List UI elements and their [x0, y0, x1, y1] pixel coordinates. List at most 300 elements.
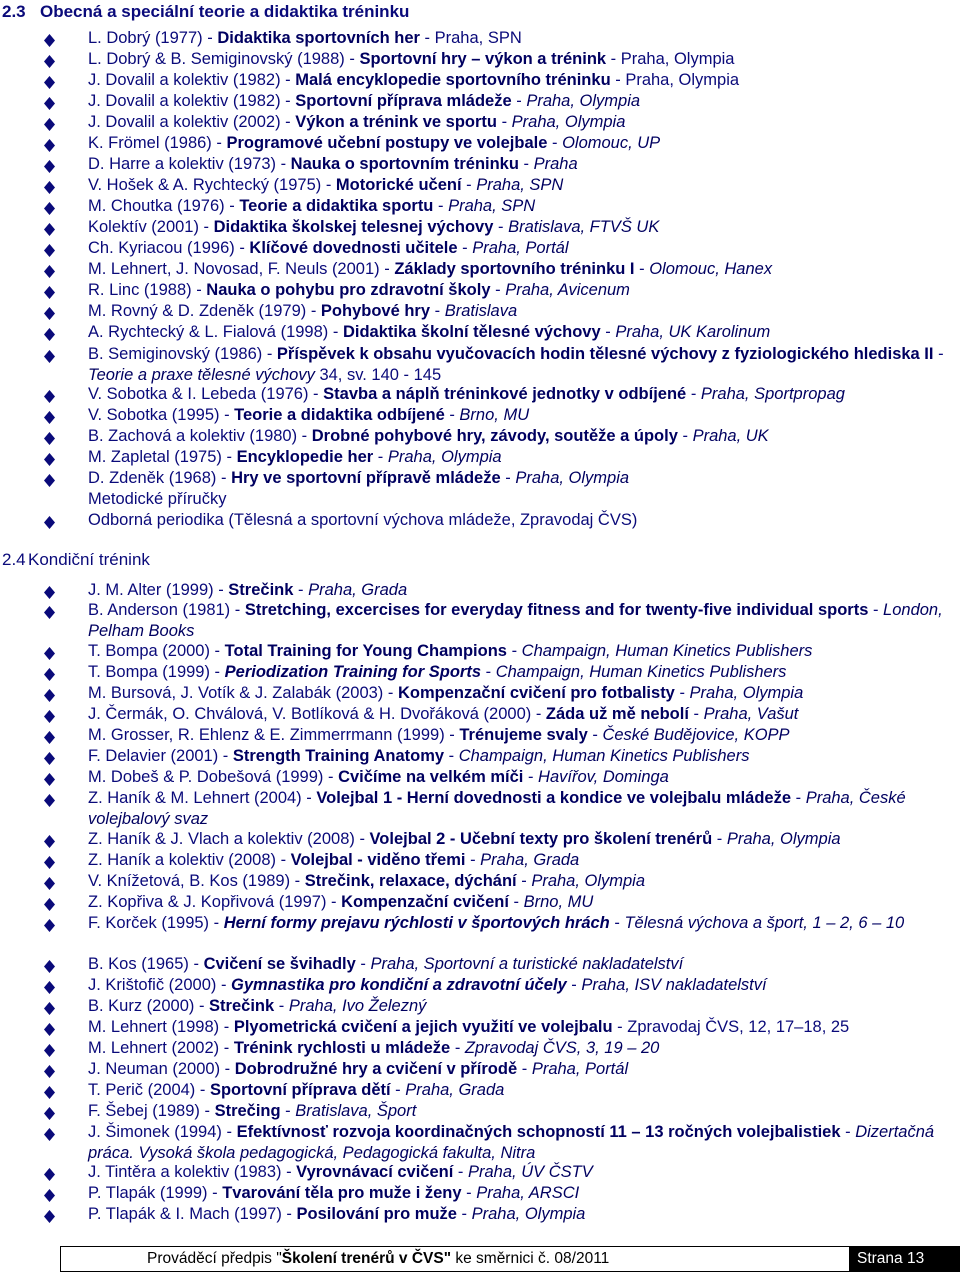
reference-segment: -: [373, 448, 388, 466]
reference-title: Hry ve sportovní přípravě mládeže: [231, 469, 501, 487]
diamond-bullet-icon: [44, 750, 55, 763]
reference-segment: Z. Kopřiva & J. Kopřivová (1997) -: [88, 893, 342, 911]
reference-publisher: Praha, SPN: [476, 176, 564, 194]
reference-publisher: Praha, Avicenum: [505, 281, 630, 299]
section-number: 2.4: [2, 550, 26, 569]
reference-publisher: Praha, ARSCI: [476, 1184, 580, 1202]
diamond-bullet-icon: [44, 687, 55, 700]
reference-segment: M. Bursová, J. Votík & J. Zalabák (2003) -: [88, 684, 398, 702]
reference-text: [88, 892, 958, 913]
reference-title: Vyrovnávací cvičení: [296, 1163, 454, 1181]
reference-segment: Ch. Kyriacou (1996) -: [88, 239, 250, 257]
reference-text: [88, 580, 958, 601]
reference-title: Pohybové hry: [320, 302, 431, 320]
reference-segment: -: [433, 197, 449, 215]
reference-segment: -: [444, 406, 460, 424]
reference-publisher: London, Pelham Books: [88, 601, 943, 640]
reference-segment: -: [518, 155, 534, 173]
reference-title: Nauka o pohybu pro zdravotní školy: [206, 281, 491, 299]
reference-segment: -: [465, 851, 481, 869]
diamond-bullet-icon: [44, 242, 55, 255]
footer-text-bold: Školení trenérů v ČVS": [281, 1250, 452, 1267]
reference-segment: -: [293, 581, 309, 599]
reference-segment: J. Neuman (2000) -: [88, 1060, 235, 1078]
reference-segment: M. Choutka (1976) -: [88, 197, 240, 215]
reference-title: Volejbal 1 - Herní dovednosti a kondice ve volejbalu mládeže: [316, 789, 792, 807]
reference-publisher: Praha, ISV nakladatelství: [581, 976, 767, 994]
reference-title: Drobné pohybové hry, závody, soutěže a úpoly: [311, 427, 678, 445]
reference-segment: 34, sv. 140 - 145: [314, 365, 442, 384]
reference-publisher: Praha, Portál: [472, 239, 569, 257]
reference-segment: T. Bompa (1999) -: [88, 663, 225, 681]
reference-text: [88, 850, 958, 871]
diamond-bullet-icon: [44, 1042, 55, 1055]
diamond-bullet-icon: [44, 53, 55, 66]
reference-segment: -: [453, 1163, 468, 1181]
reference-title: Záda už mě nebolí: [545, 705, 689, 723]
reference-publisher: Dizertačná práca. Vysoká škola pedagogická, Pedagogická fakulta, Nitra: [88, 1123, 935, 1162]
diamond-bullet-icon: [44, 604, 55, 617]
reference-publisher: Praha, Grada: [480, 851, 580, 869]
reference-title: Didaktika školskej telesnej výchovy: [213, 218, 494, 236]
reference-segment: -: [791, 789, 806, 807]
reference-publisher: Praha, Vašut: [703, 705, 799, 723]
reference-title: Volejbal - viděno třemi: [290, 851, 466, 869]
reference-publisher: Teorie a praxe tělesné výchovy: [88, 365, 315, 384]
reference-publisher: Praha, UK: [692, 427, 769, 445]
reference-title: Efektívnosť rozvoja koordinačných schopností 11 – 13 ročných volejbalistiek: [236, 1123, 841, 1141]
reference-segment: F. Korček (1995) -: [88, 914, 224, 932]
page-footer: [60, 1246, 960, 1272]
diamond-bullet-icon: [44, 666, 55, 679]
reference-segment: -: [523, 768, 539, 786]
reference-publisher: Zpravodaj ČVS, 3, 19 – 20: [464, 1039, 660, 1057]
reference-publisher: Bratislava, FTVŠ UK: [508, 218, 660, 236]
reference-publisher: Tělesná výchova a šport, 1 – 2, 6 – 10: [624, 914, 905, 932]
reference-segment: P. Tlapák (1999) -: [88, 1184, 223, 1202]
reference-title: Sportovní příprava mládeže: [295, 92, 512, 110]
diamond-bullet-icon: [44, 1105, 55, 1118]
reference-title: Kompenzační cvičení pro fotbalisty: [397, 684, 675, 702]
reference-segment: F. Šebej (1989) -: [88, 1102, 215, 1120]
reference-segment: -: [600, 323, 616, 341]
reference-title: Motorické učení: [335, 176, 462, 194]
section-heading-2-3: [2, 2, 409, 22]
reference-segment: -: [511, 92, 527, 110]
reference-segment: L. Dobrý (1977) -: [88, 29, 218, 47]
reference-segment: R. Linc (1988) -: [88, 281, 207, 299]
reference-text: [88, 1038, 958, 1059]
reference-publisher: Praha, Olympia: [526, 92, 641, 110]
reference-text: [88, 322, 958, 343]
reference-segment: -: [506, 642, 522, 660]
reference-text: [88, 1101, 958, 1122]
footer-text-after: ke směrnici č. 08/2011: [451, 1250, 610, 1267]
reference-text: [88, 70, 958, 91]
reference-segment: -: [274, 997, 289, 1015]
reference-title: Didaktika sportovních her: [217, 29, 420, 47]
reference-segment: - Praha, SPN: [419, 29, 522, 47]
reference-text: [88, 28, 958, 49]
reference-segment: -: [634, 260, 650, 278]
reference-publisher: Praha, Grada: [308, 581, 408, 599]
reference-text: [88, 662, 958, 683]
reference-segment: T. Bompa (2000) -: [88, 642, 225, 660]
reference-text: [88, 217, 958, 238]
diamond-bullet-icon: [44, 179, 55, 192]
reference-title: Periodization Training for Sports: [224, 663, 482, 681]
reference-segment: J. Tintěra a kolektiv (1983) -: [88, 1163, 297, 1181]
reference-title: Plyometrická cvičení a jejich využití ve volejbalu: [233, 1018, 613, 1036]
reference-segment: V. Sobotka & I. Lebeda (1976) -: [88, 385, 324, 403]
reference-text: [88, 1183, 958, 1204]
diamond-bullet-icon: [44, 388, 55, 401]
reference-title: Gymnastika pro kondiční a zdravotní účely: [231, 976, 567, 994]
diamond-bullet-icon: [44, 729, 55, 742]
reference-title: Výkon a trénink ve sportu: [295, 113, 497, 131]
reference-title: Didaktika školní tělesné výchovy: [342, 323, 601, 341]
reference-segment: Z. Haník & M. Lehnert (2004) -: [88, 789, 317, 807]
reference-segment: - Zpravodaj ČVS, 12, 17–18, 25: [612, 1018, 850, 1036]
diamond-bullet-icon: [44, 771, 55, 784]
reference-publisher: Praha, Olympia: [689, 684, 804, 702]
reference-text: [88, 725, 958, 746]
reference-title: Malá encyklopedie sportovního tréninku: [295, 71, 611, 89]
reference-title: Kompenzační cvičení: [341, 893, 509, 911]
reference-title: Příspěvek k obsahu vyučovacích hodin tělesné výchovy z fyziologického hlediska II: [276, 345, 934, 363]
reference-publisher: Havířov, Dominga: [538, 768, 669, 786]
reference-title: Stavba a náplň tréninkové jednotky v odbíjené: [323, 385, 687, 403]
reference-title: Volejbal 2 - Učební texty pro školení trenérů: [369, 830, 713, 848]
reference-publisher: Praha, České volejbalový svaz: [88, 789, 906, 828]
reference-text: [88, 154, 958, 175]
reference-segment: B. Kurz (2000) -: [88, 997, 210, 1015]
reference-segment: Z. Haník & J. Vlach a kolektiv (2008) -: [88, 830, 370, 848]
diamond-bullet-icon: [44, 472, 55, 485]
diamond-bullet-icon: [44, 1187, 55, 1200]
diamond-bullet-icon: [44, 95, 55, 108]
diamond-bullet-icon: [44, 1021, 55, 1034]
reference-publisher: Praha, Olympia: [726, 830, 841, 848]
reference-text: [88, 468, 958, 489]
reference-segment: -: [933, 345, 944, 363]
footer-text: [61, 1247, 849, 1271]
reference-publisher: Praha, Sportovní a turistické nakladatelství: [370, 955, 684, 973]
footer-text-before: Prováděcí předpis ": [147, 1250, 282, 1267]
reference-segment: -: [677, 427, 693, 445]
reference-segment: -: [688, 705, 704, 723]
reference-segment: - Praha, Olympia: [606, 50, 735, 68]
reference-title: Herní formy prejavu rýchlosti v športových hrách: [223, 914, 610, 932]
reference-text: [88, 426, 958, 447]
reference-publisher: Praha, Grada: [405, 1081, 505, 1099]
diamond-bullet-icon: [44, 137, 55, 150]
reference-publisher: Praha, Olympia: [387, 448, 502, 466]
diamond-bullet-icon: [44, 1166, 55, 1179]
reference-segment: D. Harre a kolektiv (1973) -: [88, 155, 291, 173]
reference-segment: - Praha, Olympia: [610, 71, 740, 89]
reference-title: Posilování pro muže: [296, 1205, 457, 1223]
reference-segment: -: [587, 726, 603, 744]
diamond-bullet-icon: [44, 1084, 55, 1097]
diamond-bullet-icon: [44, 430, 55, 443]
reference-segment: -: [686, 385, 701, 403]
reference-segment: V. Knížetová, B. Kos (1989) -: [88, 872, 305, 890]
reference-publisher: Praha, Olympia: [511, 113, 626, 131]
diamond-bullet-icon: [44, 979, 55, 992]
reference-segment: -: [280, 1102, 296, 1120]
diamond-bullet-icon: [44, 645, 55, 658]
reference-segment: -: [490, 281, 506, 299]
diamond-bullet-icon: [44, 1063, 55, 1076]
reference-segment: -: [481, 663, 496, 681]
diamond-bullet-icon: [44, 792, 55, 805]
reference-publisher: České Budějovice, KOPP: [602, 726, 790, 744]
reference-text: [88, 91, 958, 112]
reference-segment: T. Perič (2004) -: [88, 1081, 210, 1099]
reference-segment: Kolektív (2001) -: [88, 218, 214, 236]
reference-segment: -: [461, 176, 477, 194]
reference-publisher: Praha, SPN: [448, 197, 536, 215]
diamond-bullet-icon: [44, 348, 55, 361]
reference-title: Sportovní příprava dětí: [209, 1081, 391, 1099]
reference-text: [88, 133, 958, 154]
reference-segment: -: [493, 218, 509, 236]
reference-publisher: Praha, Sportpropag: [700, 385, 845, 403]
reference-segment: M. Lehnert, J. Novosad, F. Neuls (2001) -: [88, 260, 395, 278]
reference-text: [88, 683, 958, 704]
reference-segment: J. Krištofič (2000) -: [88, 976, 232, 994]
reference-text: [88, 1162, 958, 1183]
reference-text: [88, 996, 958, 1017]
diamond-bullet-icon: [44, 514, 55, 527]
reference-text: [88, 238, 958, 259]
diamond-bullet-icon: [44, 1208, 55, 1221]
reference-title: Základy sportovního tréninku I: [394, 260, 635, 278]
reference-publisher: Bratislava: [444, 302, 518, 320]
reference-text: [88, 1122, 958, 1163]
reference-segment: V. Hošek & A. Rychtecký (1975) -: [88, 176, 336, 194]
diamond-bullet-icon: [44, 958, 55, 971]
reference-publisher: Champaign, Human Kinetics Publishers: [495, 663, 787, 681]
reference-segment: -: [609, 914, 625, 932]
reference-segment: -: [450, 1039, 465, 1057]
reference-segment: -: [712, 830, 727, 848]
diamond-bullet-icon: [44, 917, 55, 930]
reference-text: [88, 301, 958, 322]
reference-segment: -: [430, 302, 445, 320]
reference-text: [88, 196, 958, 217]
reference-segment: -: [517, 1060, 532, 1078]
reference-segment: B. Anderson (1981) -: [88, 601, 245, 619]
diamond-bullet-icon: [44, 305, 55, 318]
diamond-bullet-icon: [44, 263, 55, 276]
reference-segment: M. Lehnert (1998) -: [88, 1018, 234, 1036]
reference-text: [88, 447, 958, 468]
reference-segment: J. Šimonek (1994) -: [88, 1123, 237, 1141]
reference-segment: -: [496, 113, 512, 131]
reference-title: Cvičení se švihadly: [203, 955, 356, 973]
diamond-bullet-icon: [44, 284, 55, 297]
reference-segment: J. M. Alter (1999) -: [88, 581, 229, 599]
reference-segment: J. Dovalil a kolektiv (1982) -: [88, 92, 296, 110]
reference-publisher: Brno, MU: [459, 406, 530, 424]
reference-segment: Odborná periodika (Tělesná a sportovní výchova mládeže, Zpravodaj ČVS): [88, 511, 638, 529]
reference-title: Programové učební postupy ve volejbale: [226, 134, 548, 152]
reference-title: Strečink, relaxace, dýchání: [304, 872, 517, 890]
reference-segment: B. Zachová a kolektiv (1980) -: [88, 427, 312, 445]
diamond-bullet-icon: [44, 1000, 55, 1013]
reference-segment: L. Dobrý & B. Semiginovský (1988) -: [88, 50, 360, 68]
reference-publisher: Praha, UK Karolinum: [615, 323, 771, 341]
reference-title: Nauka o sportovním tréninku: [290, 155, 519, 173]
reference-segment: F. Delavier (2001) -: [88, 747, 233, 765]
reference-title: Sportovní hry – výkon a trénink: [359, 50, 607, 68]
reference-segment: M. Dobeš & P. Dobešová (1999) -: [88, 768, 339, 786]
reference-segment: -: [461, 1184, 477, 1202]
subheading-methodical: Metodické příručky: [88, 490, 227, 508]
reference-title: Strength Training Anatomy: [232, 747, 445, 765]
reference-title: Strečink: [228, 581, 294, 599]
reference-publisher: Bratislava, Šport: [295, 1102, 417, 1120]
reference-segment: V. Sobotka (1995) -: [88, 406, 235, 424]
reference-segment: M. Lehnert (2002) -: [88, 1039, 234, 1057]
reference-text: [88, 913, 958, 934]
reference-text: [88, 641, 958, 662]
reference-text: [88, 175, 958, 196]
reference-text: [88, 1080, 958, 1101]
reference-publisher: Champaign, Human Kinetics Publishers: [458, 747, 750, 765]
reference-text: [88, 600, 958, 641]
diamond-bullet-icon: [44, 326, 55, 339]
reference-segment: -: [456, 1205, 472, 1223]
reference-segment: -: [457, 239, 473, 257]
diamond-bullet-icon: [44, 875, 55, 888]
reference-segment: -: [566, 976, 582, 994]
reference-segment: P. Tlapák & I. Mach (1997) -: [88, 1205, 297, 1223]
reference-segment: A. Rychtecký & L. Fialová (1998) -: [88, 323, 343, 341]
reference-segment: M. Rovný & D. Zdeněk (1979) -: [88, 302, 321, 320]
reference-segment: M. Zapletal (1975) -: [88, 448, 237, 466]
section-title: Kondiční trénink: [28, 550, 150, 569]
section-heading-2-4: [2, 550, 150, 570]
reference-segment: -: [868, 601, 884, 619]
diamond-bullet-icon: [44, 854, 55, 867]
reference-publisher: Praha, Portál: [531, 1060, 629, 1078]
reference-text: [88, 975, 958, 996]
reference-title: Teorie a didaktika sportu: [239, 197, 434, 215]
diamond-bullet-icon: [44, 74, 55, 87]
reference-publisher: Praha, Olympia: [515, 469, 630, 487]
page-number: Strana 13: [849, 1247, 959, 1271]
reference-publisher: Olomouc, Hanex: [649, 260, 773, 278]
reference-text: [88, 767, 958, 788]
reference-segment: -: [840, 1123, 856, 1141]
reference-segment: -: [355, 955, 371, 973]
diamond-bullet-icon: [44, 896, 55, 909]
reference-segment: B. Semiginovský (1986) -: [88, 345, 277, 363]
reference-text: [88, 954, 958, 975]
diamond-bullet-icon: [44, 221, 55, 234]
diamond-bullet-icon: [44, 409, 55, 422]
diamond-bullet-icon: [44, 833, 55, 846]
reference-segment: M. Grosser, R. Ehlenz & E. Zimmerrmann (1999) -: [88, 726, 460, 744]
reference-title: Teorie a didaktika odbíjené: [234, 406, 445, 424]
reference-title: Strečink: [209, 997, 275, 1015]
reference-title: Cvičíme na velkém míči: [338, 768, 524, 786]
diamond-bullet-icon: [44, 451, 55, 464]
reference-title: Dobrodružné hry a cvičení v přírodě: [234, 1060, 518, 1078]
reference-text: [88, 1204, 958, 1225]
reference-segment: B. Kos (1965) -: [88, 955, 204, 973]
diamond-bullet-icon: [44, 32, 55, 45]
reference-text: [88, 746, 958, 767]
reference-text: [88, 344, 958, 385]
reference-segment: -: [516, 872, 532, 890]
reference-publisher: Champaign, Human Kinetics Publishers: [521, 642, 813, 660]
reference-text: [88, 704, 958, 725]
reference-segment: -: [444, 747, 459, 765]
section-title: Obecná a speciální teorie a didaktika tréninku: [40, 2, 410, 21]
reference-text: [88, 788, 958, 829]
reference-segment: -: [674, 684, 690, 702]
diamond-bullet-icon: [44, 200, 55, 213]
reference-publisher: Praha, Ivo Železný: [288, 997, 427, 1015]
reference-title: Tvarování těla pro muže i ženy: [222, 1184, 462, 1202]
diamond-bullet-icon: [44, 116, 55, 129]
reference-text: [88, 384, 958, 405]
reference-text: [88, 259, 958, 280]
reference-title: Stretching, excercises for everyday fitness and for twenty-five individual sports: [244, 601, 869, 619]
reference-segment: J. Dovalil a kolektiv (2002) -: [88, 113, 296, 131]
diamond-bullet-icon: [44, 584, 55, 597]
reference-text: [88, 510, 958, 531]
reference-text: [88, 280, 958, 301]
reference-title: Trénink rychlosti u mládeže: [233, 1039, 451, 1057]
reference-text: [88, 112, 958, 133]
diamond-bullet-icon: [44, 708, 55, 721]
reference-segment: -: [390, 1081, 406, 1099]
reference-text: [88, 1017, 958, 1038]
section-number: 2.3: [2, 2, 26, 21]
reference-segment: J. Dovalil a kolektiv (1982) -: [88, 71, 296, 89]
reference-segment: -: [500, 469, 516, 487]
reference-title: Encyklopedie her: [236, 448, 374, 466]
reference-text: [88, 49, 958, 70]
reference-segment: J. Čermák, O. Chválová, V. Botlíková & H. Dvořáková (2000) -: [88, 705, 546, 723]
reference-title: Strečing: [214, 1102, 281, 1120]
reference-title: Trénujeme svaly: [459, 726, 588, 744]
reference-publisher: Praha, ÚV ČSTV: [468, 1163, 593, 1181]
reference-segment: -: [547, 134, 563, 152]
reference-text: [88, 829, 958, 850]
reference-text: [88, 405, 958, 426]
reference-segment: -: [508, 893, 524, 911]
reference-publisher: Brno, MU: [523, 893, 594, 911]
reference-publisher: Olomouc, UP: [562, 134, 661, 152]
reference-text: [88, 871, 958, 892]
reference-publisher: Praha, Olympia: [471, 1205, 586, 1223]
reference-publisher: Praha: [533, 155, 578, 173]
reference-text: [88, 1059, 958, 1080]
reference-segment: D. Zdeněk (1968) -: [88, 469, 232, 487]
reference-title: Total Training for Young Champions: [224, 642, 507, 660]
reference-segment: Z. Haník a kolektiv (2008) -: [88, 851, 291, 869]
reference-title: Klíčové dovednosti učitele: [249, 239, 458, 257]
diamond-bullet-icon: [44, 158, 55, 171]
reference-segment: K. Frömel (1986) -: [88, 134, 227, 152]
diamond-bullet-icon: [44, 1126, 55, 1139]
